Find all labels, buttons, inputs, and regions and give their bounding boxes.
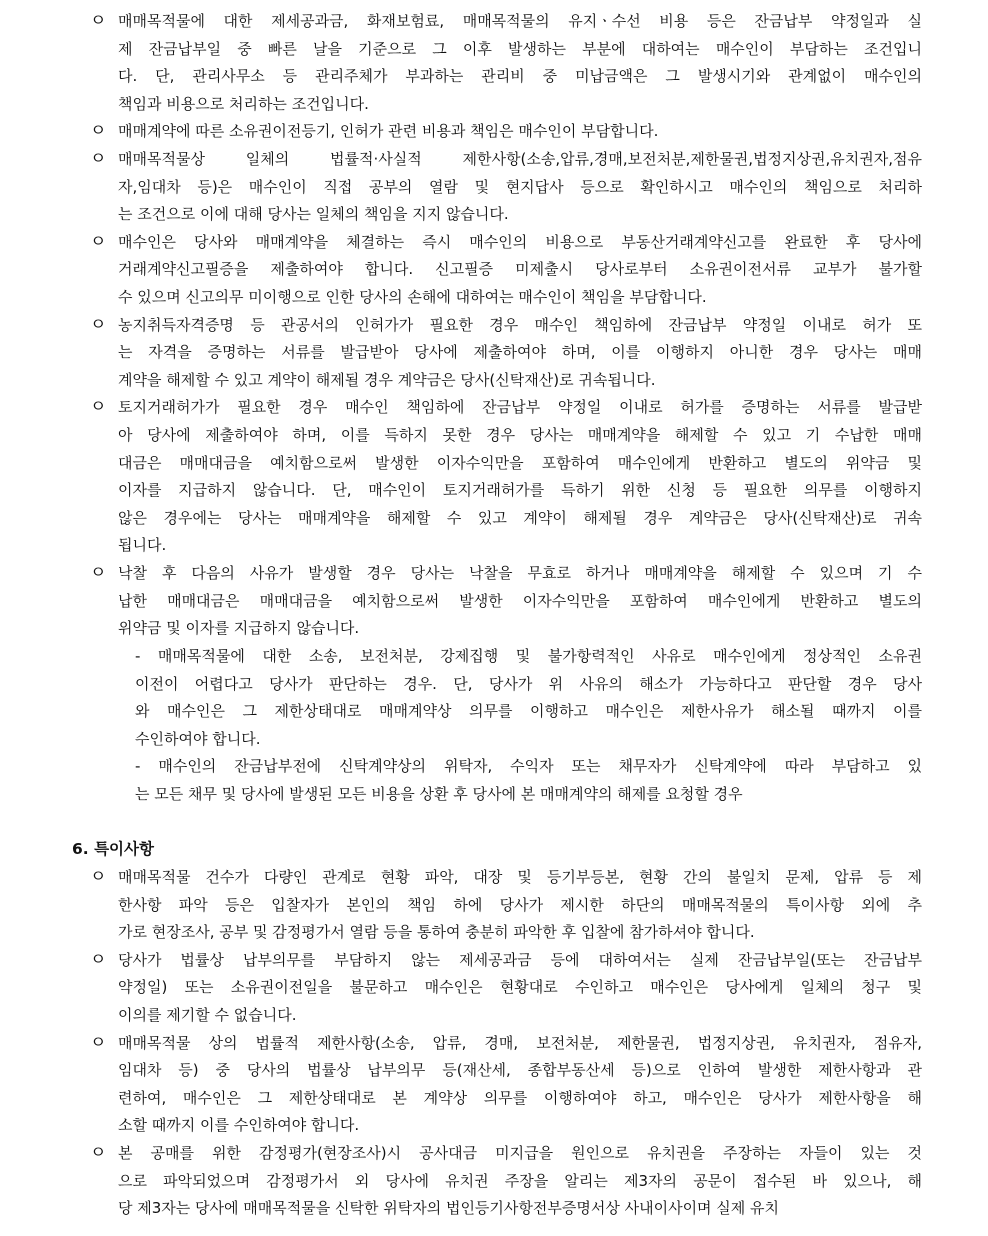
bullet-marker: ㅇ [90,1032,107,1053]
bullet-marker: ㅇ [90,397,107,418]
text-line: 는 자격을 증명하는 서류를 발급받아 당사에 제출하여야 하며, 이를 이행하지 아니한 경우 당사는 매매 [118,343,922,362]
list-item [90,1140,930,1223]
bullet-marker: ㅇ [90,121,107,142]
text-line: 거래계약신고필증을 제출하여야 합니다. 신고필증 미제출시 당사로부터 소유권이전서류 교부가 불가할 [118,260,922,279]
list-item [90,146,930,229]
text-line: 토지거래허가가 필요한 경우 매수인 책임하에 잔금납부 약정일 이내로 허가를 증명하는 서류를 발급받 [118,398,922,417]
bullet-marker: ㅇ [90,563,107,583]
list-item [90,864,930,947]
section-6-heading: 6. 특이사항 [72,840,154,858]
text-line: 련하여, 매수인은 그 제한상태대로 본 계약상 의무를 이행하여야 하고, 매수인은 당사가 제한사항을 해 [118,1088,922,1107]
text-line: 는 모든 채무 및 당사에 발생된 모든 비용을 상환 후 당사에 본 매매계약의 해제를 요청할 경우 [135,784,743,803]
text-line: 이전이 어렵다고 당사가 판단하는 경우. 단, 당사가 위 사유의 해소가 가능하다고 판단할 경우 당사 [135,674,922,693]
list-item [90,394,930,560]
list-item [90,560,930,643]
bullet-marker: ㅇ [90,11,107,31]
text-line: 납한 매매대금은 매매대금을 예치함으로써 발생한 이자수익만을 포함하여 매수인에게 반환하고 별도의 [118,591,922,610]
text-line: 제 잔금납부일 중 빠른 날을 기준으로 그 이후 발생하는 부분에 대하여는 매수인이 부담하는 조건입니 [118,39,922,58]
text-line: 약정일) 또는 소유권이전일을 불문하고 매수인은 현황대로 수인하고 매수인은 당사에게 일체의 청구 및 [118,978,922,997]
text-line: 으로 파악되었으며 감정평가서 외 당사에 유치권 주장을 알리는 제3자의 공문이 접수된 바 있으나, 해 [118,1171,922,1190]
sub-list-item [90,753,930,808]
text-line: 당 제3자는 당사에 매매목적물을 신탁한 위탁자의 법인등기사항전부증명서상 사내이사이며 실제 유치 [118,1199,780,1218]
text-line: 소할 때까지 이를 수인하여야 합니다. [118,1116,360,1135]
text-line: - 매매목적물에 대한 소송, 보전처분, 강제집행 및 불가항력적인 사유로 매수인에게 정상적인 소유권 [135,647,922,665]
text-line: - 매수인의 잔금납부전에 신탁계약상의 위탁자, 수익자 또는 채무자가 신탁계약에 따라 부담하고 있 [135,757,922,776]
text-line: 한사항 파악 등은 입찰자가 본인의 책임 하에 당사가 제시한 하단의 매매목적물의 특이사항 외에 추 [118,895,922,914]
text-line: 아 당사에 제출하여야 하며, 이를 득하지 못한 경우 당사는 매매계약을 해제할 수 있고 기 수납한 매매 [118,425,922,444]
bullet-marker: ㅇ [90,149,107,169]
text-line: 계약을 해제할 수 있고 계약이 해제될 경우 계약금은 당사(신탁재산)로 귀속됩니다. [118,370,656,389]
text-line: 매매목적물 건수가 다량인 관계로 현황 파악, 대장 및 등기부등본, 현황 간의 불일치 문제, 압류 등 제 [118,868,922,886]
text-line: 매매계약에 따른 소유권이전등기, 인허가 관련 비용과 책임은 매수인이 부담합니다. [118,122,659,141]
text-line: 수인하여야 합니다. [135,729,261,748]
text-line: 매매목적물 상의 법률적 제한사항(소송, 압류, 경매, 보전처분, 제한물권, 법정지상권, 유치권자, 점유자, [118,1033,922,1052]
text-line: 는 조건으로 이에 대해 당사는 일체의 책임을 지지 않습니다. [118,205,509,224]
text-line: 매매목적물상 일체의 법률적·사실적 제한사항(소송,압류,경매,보전처분,제한물권,법정지상권,유치권자,점유 [118,150,922,168]
bullet-marker: ㅇ [90,231,107,252]
text-line: 수 있으며 신고의무 미이행으로 인한 당사의 손해에 대하여는 매수인이 책임을 부담합니다. [118,287,707,306]
text-line: 책임과 비용으로 처리하는 조건입니다. [118,94,369,113]
bullet-marker: ㅇ [90,1143,107,1163]
text-line: 됩니다. [118,536,167,555]
list-item [90,229,930,312]
text-line: 자,임대차 등)은 매수인이 직접 공부의 열람 및 현지답사 등으로 확인하시고 매수인의 책임으로 처리하 [118,177,922,196]
text-line: 이자를 지급하지 않습니다. 단, 매수인이 토지거래허가를 득하기 위한 신청 등 필요한 의무를 이행하지 [118,481,922,500]
text-line: 임대차 등) 중 당사의 법률상 납부의무 등(재산세, 종합부동산세 등)으로 인하여 발생한 제한사항과 관 [118,1061,922,1080]
sub-list-item [90,643,930,753]
list-item [90,8,930,118]
bullet-marker: ㅇ [90,867,107,887]
text-line: 위약금 및 이자를 지급하지 않습니다. [118,619,360,638]
list-item [90,118,930,146]
text-line: 대금은 매매대금을 예치함으로써 발생한 이자수익만을 포함하여 매수인에게 반환하고 별도의 위약금 및 [118,453,922,472]
list-item [90,947,930,1030]
text-line: 않은 경우에는 당사는 매매계약을 해제할 수 있고 계약이 해제될 경우 계약금은 당사(신탁재산)로 귀속 [118,508,922,527]
text-line: 당사가 법률상 납부의무를 부담하지 않는 제세공과금 등에 대하여서는 실제 잔금납부일(또는 잔금납부 [118,950,922,969]
text-line: 가로 현장조사, 공부 및 감정평가서 열람 등을 통하여 충분히 파악한 후 입찰에 참가하셔야 합니다. [118,923,755,942]
text-line: 본 공매를 위한 감정평가(현장조사)시 공사대금 미지급을 원인으로 유치권을 주장하는 자들이 있는 것 [118,1144,922,1162]
bullet-marker: ㅇ [90,314,107,335]
text-line: 매수인은 당사와 매매계약을 체결하는 즉시 매수인의 비용으로 부동산거래계약신고를 완료한 후 당사에 [118,232,922,251]
text-line: 농지취득자격증명 등 관공서의 인허가가 필요한 경우 매수인 책임하에 잔금납부 약정일 이내로 허가 또 [118,315,922,334]
list-item [90,1030,930,1140]
text-line: 다. 단, 관리사무소 등 관리주체가 부과하는 관리비 중 미납금액은 그 발생시기와 관계없이 매수인의 [118,67,922,86]
text-line: 매매목적물에 대한 제세공과금, 화재보험료, 매매목적물의 유지ㆍ수선 비용 등은 잔금납부 약정일과 실 [118,12,922,30]
text-line: 와 매수인은 그 제한상태대로 매매계약상 의무를 이행하고 매수인은 제한사유가 해소될 때까지 이를 [135,702,922,721]
text-line: 이의를 제기할 수 없습니다. [118,1005,297,1024]
bullet-marker: ㅇ [90,949,107,970]
text-line: 낙찰 후 다음의 사유가 발생할 경우 당사는 낙찰을 무효로 하거나 매매계약을 해제할 수 있으며 기 수 [118,564,922,582]
list-item [90,312,930,395]
